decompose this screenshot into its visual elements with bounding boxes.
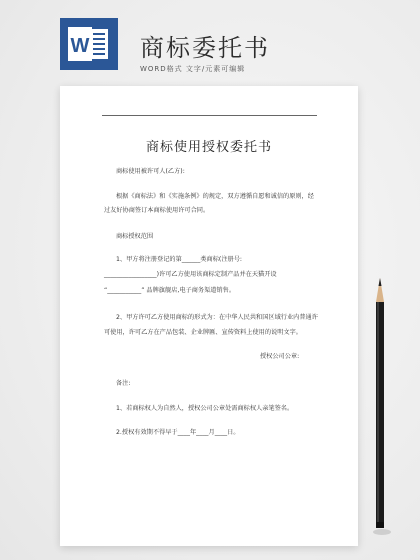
page-title: 商标委托书: [140, 34, 270, 62]
document-line: 商标授权范围: [116, 233, 154, 240]
document-line: 过友好协商签订本商标使用许可合同。: [104, 207, 210, 214]
document-line: 授权公司公章:: [260, 353, 300, 360]
document-line: 商标使用被许可人(乙方):: [116, 168, 185, 175]
pencil-icon: [367, 276, 393, 536]
document-line: 1、甲方将注册登记的第______类商标(注册号:: [116, 256, 242, 263]
document-title: 商标使用授权委托书: [145, 140, 272, 155]
page-subtitle: WORD格式 文字/元素可编辑: [140, 65, 246, 73]
document-line: 2、甲方许可乙方使用商标的形式为：在中华人民共和国区域行业内普通许: [116, 314, 318, 321]
document-line: _________________)许可乙方使用该商标定制产品并在天猫开设: [104, 271, 277, 278]
document-line: 备注:: [116, 380, 131, 387]
word-icon-letter: W: [70, 35, 90, 57]
document-line: 1、若商标权人为自然人，授权公司公章处需商标权人亲笔签名。: [116, 405, 294, 412]
divider: [102, 115, 317, 116]
header: [0, 0, 420, 90]
document-line: 可使用，许可乙方在产品包装、企业牌匾、宣传资料上使用的说明文字。: [104, 329, 302, 336]
word-doc-icon: [60, 18, 118, 70]
document-line: “___________” 品牌旗舰店,电子商务渠道销售。: [104, 287, 236, 294]
document-line: 根据《商标法》和《实施条例》的规定，双方遵循自愿和诚信的原则，经: [116, 193, 314, 200]
document-line: 2.授权有效期不得早于____年____月____日。: [116, 429, 240, 436]
document-page: [60, 86, 358, 546]
